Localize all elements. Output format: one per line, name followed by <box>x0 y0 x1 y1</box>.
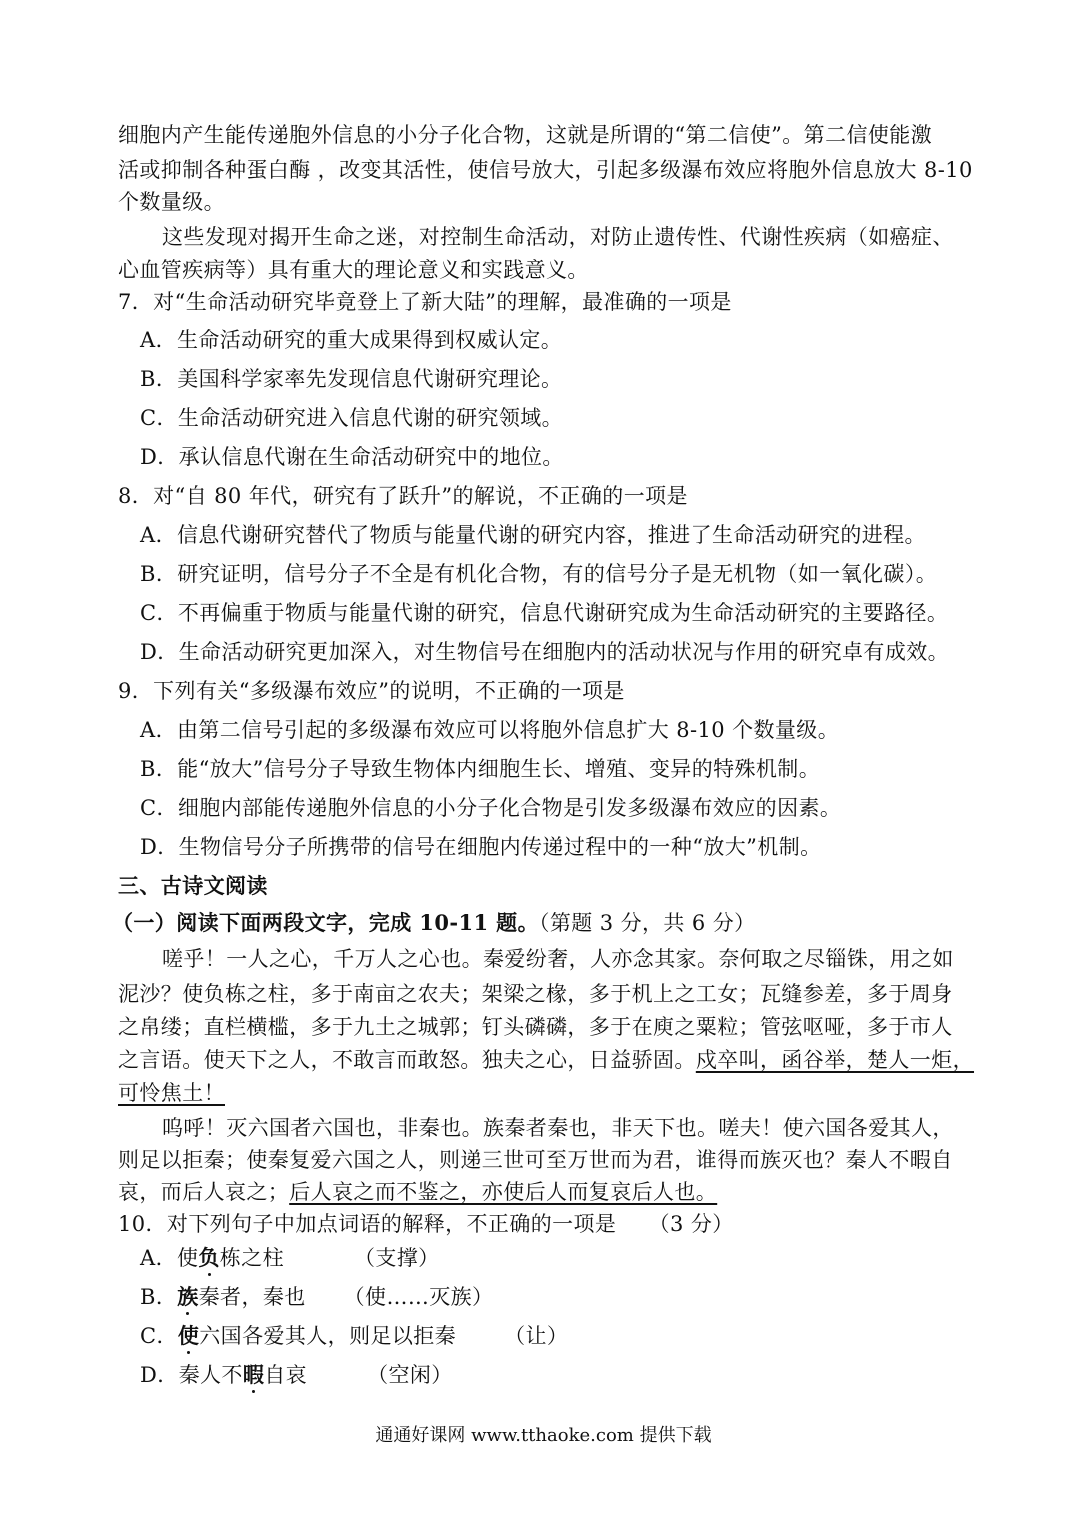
option-text: A．使 <box>140 1246 199 1270</box>
dotted-word: 使 <box>177 1323 200 1348</box>
classical-line: 之帛缕；直栏横槛，多于九土之城郭；钉头磷磷，多于在庾之粟粒；管弦呕哑，多于市人 <box>118 1015 953 1039</box>
question-7-option-c: C．生命活动研究进入信息代谢的研究领域。 <box>140 406 564 430</box>
question-9-option-a: A．由第二信号引起的多级瀑布效应可以将胞外信息扩大 8-10 个数量级。 <box>140 718 840 742</box>
option-text: C． <box>140 1324 178 1348</box>
passage-line: 个数量级。 <box>118 190 225 214</box>
section-title: 三、古诗文阅读 <box>118 873 268 898</box>
question-8-option-c: C．不再偏重于物质与能量代谢的研究，信息代谢研究成为生命活动研究的主要路径。 <box>140 601 949 625</box>
option-text: 栋之柱 <box>219 1246 284 1270</box>
classical-line: 泥沙？使负栋之柱，多于南亩之农夫；架梁之椽，多于机上之工女；瓦缝参差，多于周身 <box>118 982 953 1006</box>
option-text: D．秦人不 <box>140 1363 243 1387</box>
question-9-option-d: D．生物信号分子所携带的信号在细胞内传递过程中的一种“放大”机制。 <box>140 835 822 859</box>
passage-line: 心血管疾病等）具有重大的理论意义和实践意义。 <box>118 258 589 282</box>
page-footer: 通通好课网 www.tthaoke.com 提供下载 <box>375 1425 712 1446</box>
passage-line: 细胞内产生能传递胞外信息的小分子化合物，这就是所谓的“第二信使”。第二信使能激 <box>118 123 933 147</box>
dotted-word: 族 <box>177 1284 199 1309</box>
question-7-stem: 7．对“生命活动研究毕竟登上了新大陆”的理解，最准确的一项是 <box>118 290 732 314</box>
classical-text: 哀，而后人哀之； <box>118 1180 290 1204</box>
classical-line: 嗟乎！一人之心，千万人之心也。秦爱纷奢，人亦念其家。奈何取之尽锱铢，用之如 <box>162 947 954 971</box>
underlined-sentence: 后人哀之而不鉴之，亦使后人而复哀后人也。 <box>289 1180 718 1204</box>
question-9-option-c: C．细胞内部能传递胞外信息的小分子化合物是引发多级瀑布效应的因素。 <box>140 796 842 820</box>
question-7-option-d: D．承认信息代谢在生命活动研究中的地位。 <box>140 445 564 469</box>
passage-line: 这些发现对揭开生命之迷，对控制生命活动，对防止遗传性、代谢性疾病（如癌症、 <box>162 225 954 249</box>
underlined-sentence: 戍卒叫，函谷举，楚人一炬， <box>695 1048 975 1072</box>
option-gloss: （空闲） <box>367 1363 453 1387</box>
question-7-option-a: A．生命活动研究的重大成果得到权威认定。 <box>140 328 563 352</box>
option-text: 六国各爱其人，则足以拒秦 <box>199 1324 457 1348</box>
question-10-option-a <box>140 1245 440 1271</box>
question-8-option-b: B．研究证明，信号分子不全是有机化合物，有的信号分子是无机物（如一氧化碳）。 <box>140 562 938 586</box>
subsection-note: （第题 3 分，共 6 分） <box>538 911 756 935</box>
dotted-word: 暇 <box>242 1362 265 1387</box>
classical-line <box>118 1047 974 1073</box>
classical-line: 呜呼！灭六国者六国也，非秦也。族秦者秦也，非天下也。嗟夫！使六国各爱其人， <box>162 1116 954 1140</box>
question-10-option-d <box>140 1362 453 1388</box>
question-10-stem: 10．对下列句子中加点词语的解释，不正确的一项是 （3 分） <box>118 1212 734 1236</box>
classical-text: 之言语。使天下之人，不敢言而敢怒。独夫之心，日益骄固。 <box>118 1048 696 1072</box>
dotted-word: 负 <box>198 1245 220 1270</box>
question-8-option-a: A．信息代谢研究替代了物质与能量代谢的研究内容，推进了生命活动研究的进程。 <box>140 523 926 547</box>
question-10-option-c <box>140 1323 568 1349</box>
question-8-stem: 8．对“自 80 年代，研究有了跃升”的解说，不正确的一项是 <box>118 484 688 508</box>
option-gloss: （使……灭族） <box>343 1285 494 1309</box>
passage-line: 活或抑制各种蛋白酶 ，改变其活性，使信号放大，引起多级瀑布效应将胞外信息放大 8-10 <box>118 158 973 182</box>
classical-line <box>118 1080 225 1106</box>
subsection-title: （一）阅读下面两段文字，完成 10-11 题。 <box>112 910 539 935</box>
option-gloss: （支撑） <box>353 1246 440 1270</box>
option-text: 自哀 <box>264 1363 308 1387</box>
classical-line <box>118 1179 717 1205</box>
option-text: B． <box>140 1285 178 1309</box>
classical-line: 则足以拒秦；使秦复爱六国之人，则递三世可至万世而为君，谁得而族灭也？秦人不暇自 <box>118 1148 953 1172</box>
question-9-stem: 9．下列有关“多级瀑布效应”的说明，不正确的一项是 <box>118 679 625 703</box>
subsection-heading <box>112 910 756 936</box>
option-gloss: （让） <box>504 1324 569 1348</box>
question-9-option-b: B．能“放大”信号分子导致生物体内细胞生长、增殖、变异的特殊机制。 <box>140 757 821 781</box>
option-text: 秦者，秦也 <box>198 1285 306 1309</box>
question-7-option-b: B．美国科学家率先发现信息代谢研究理论。 <box>140 367 563 391</box>
question-8-option-d: D．生命活动研究更加深入，对生物信号在细胞内的活动状况与作用的研究卓有成效。 <box>140 640 950 664</box>
question-10-option-b <box>140 1284 493 1310</box>
underlined-sentence: 可怜焦土！ <box>118 1081 225 1105</box>
